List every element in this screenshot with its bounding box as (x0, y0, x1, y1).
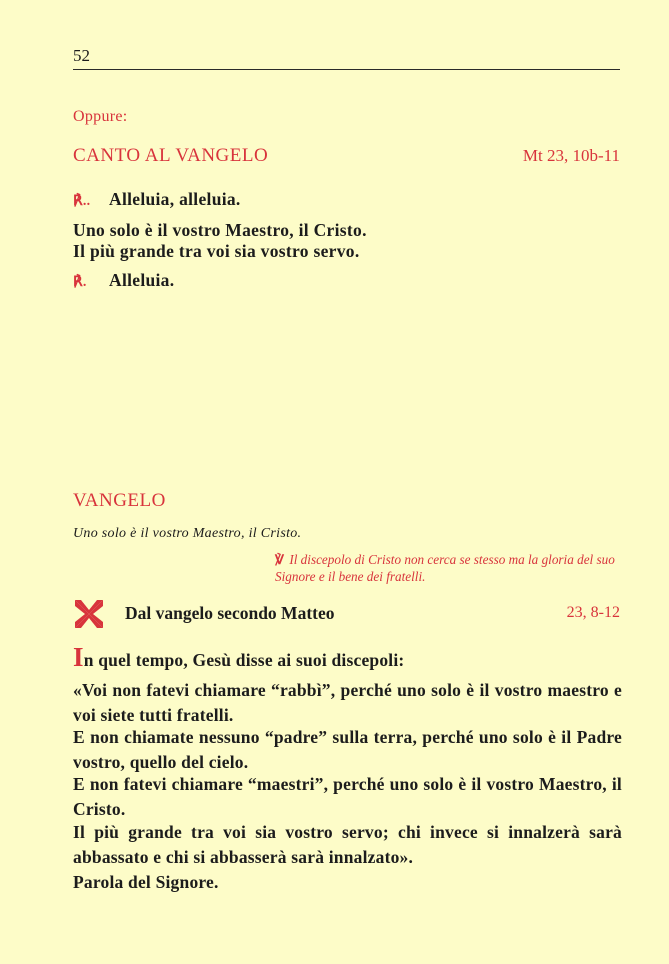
gospel-paragraph-2: E non chiamate nessuno “padre” sulla terra, perché uno solo è il Padre vostro, quello del cielo. (73, 727, 622, 772)
canto-line-2: Uno solo è il vostro Maestro, il Cristo. (73, 220, 367, 240)
canto-line-4 (73, 270, 174, 291)
header-rule (73, 69, 620, 70)
oppure-label: Oppure: (73, 108, 128, 125)
canto-line-4-text: Alleluia. (109, 270, 175, 290)
canto-line-1 (73, 189, 241, 210)
vangelo-title: VANGELO (73, 490, 166, 511)
response-mark: ℟. (73, 275, 87, 290)
canto-line-1-text: Alleluia, alleluia. (109, 189, 241, 209)
canto-reference: Mt 23, 10b-11 (522, 146, 620, 165)
vangelo-note (275, 551, 625, 585)
gospel-paragraph-1: «Voi non fatevi chiamare “rabbì”, perché uno solo è il vostro maestro e voi siete tutti fratelli. (73, 680, 622, 725)
drop-cap: I (73, 642, 84, 672)
canto-line-3: Il più grande tra voi sia vostro servo. (73, 241, 360, 261)
gospel-closing: Parola del Signore. (73, 872, 219, 892)
gospel-paragraph-4: Il più grande tra voi sia vostro servo; chi invece si innalzerà sarà abbassato e chi si abbasserà sarà innalzato». (73, 822, 622, 867)
vangelo-subtitle: Uno solo è il vostro Maestro, il Cristo. (73, 526, 302, 541)
gospel-opening-text: n quel tempo, Gesù disse ai suoi discepoli: (83, 650, 405, 670)
page-number: 52 (73, 46, 90, 65)
note-mark: ℣ (275, 552, 285, 567)
gospel-paragraph-3: E non fatevi chiamare “maestri”, perché uno solo è il vostro Maestro, il Cristo. (73, 774, 622, 819)
gospel-opening (73, 642, 622, 673)
response-mark: ℟.. (73, 194, 91, 209)
gospel-source: Dal vangelo secondo Matteo (125, 603, 335, 623)
note-text: Il discepolo di Cristo non cerca se stesso ma la gloria del suo Signore e il bene dei fratelli. (275, 552, 615, 584)
cross-icon (72, 597, 106, 631)
gospel-reference: 23, 8-12 (566, 604, 620, 621)
canto-title: CANTO AL VANGELO (73, 145, 269, 166)
